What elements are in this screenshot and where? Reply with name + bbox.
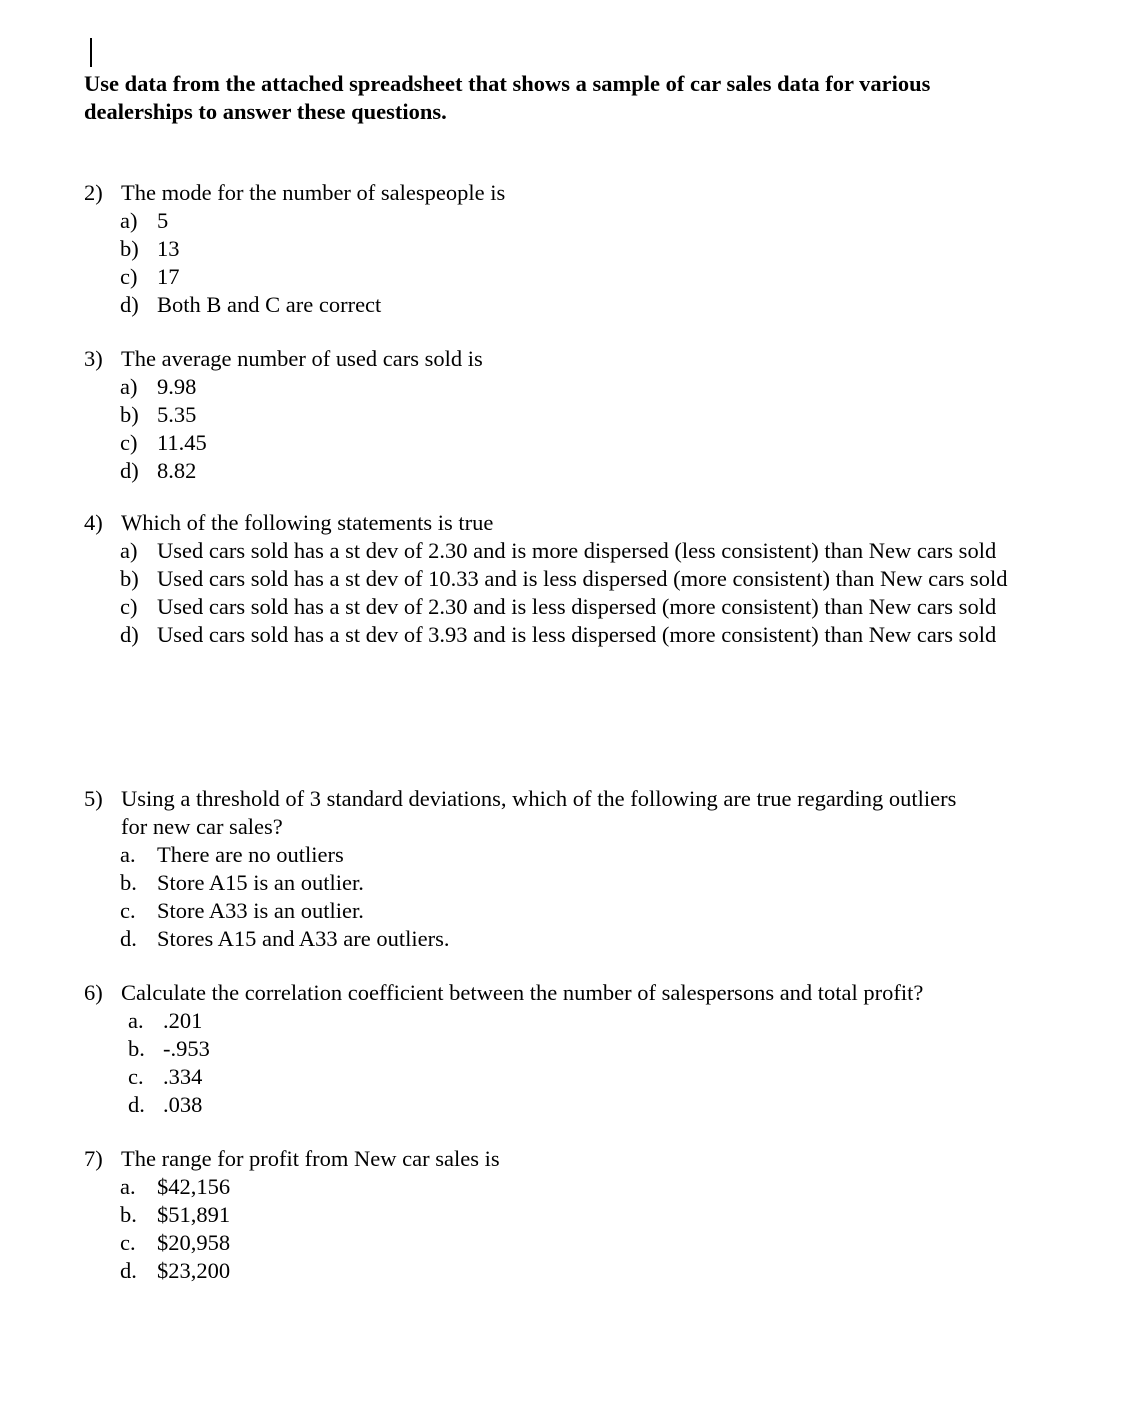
question-4-stem <box>84 509 1084 537</box>
option-text: .201 <box>163 1008 203 1033</box>
option-d <box>84 457 1084 485</box>
option-b <box>84 1201 1084 1229</box>
option-label: c. <box>120 898 136 923</box>
question-3 <box>84 345 1084 485</box>
option-c <box>84 1229 1084 1257</box>
option-label: a) <box>120 374 138 399</box>
option-c <box>84 593 1084 621</box>
option-label: d. <box>128 1092 145 1117</box>
option-label: b. <box>120 870 137 895</box>
question-5-stem-continued <box>84 813 1084 841</box>
option-text: 5 <box>157 208 169 233</box>
option-label: b) <box>120 236 139 261</box>
option-text: .038 <box>163 1092 203 1117</box>
option-text: 5.35 <box>157 402 197 427</box>
question-2 <box>84 179 1084 319</box>
option-label: b. <box>128 1036 145 1061</box>
option-text: 17 <box>157 264 180 289</box>
option-label: d) <box>120 458 139 483</box>
option-label: a) <box>120 538 138 563</box>
question-number: 2) <box>84 180 103 205</box>
option-b <box>84 1035 1084 1063</box>
option-label: a. <box>128 1008 144 1033</box>
option-text: There are no outliers <box>157 842 344 867</box>
option-b <box>84 401 1084 429</box>
option-text: Stores A15 and A33 are outliers. <box>157 926 450 951</box>
option-d <box>84 1091 1084 1119</box>
question-3-stem <box>84 345 1084 373</box>
question-number: 5) <box>84 786 103 811</box>
option-c <box>84 897 1084 925</box>
option-a <box>84 373 1084 401</box>
question-6-stem <box>84 979 1084 1007</box>
question-text: The average number of used cars sold is <box>121 346 483 371</box>
option-text: $20,958 <box>157 1230 231 1255</box>
question-2-stem <box>84 179 1084 207</box>
option-label: d. <box>120 926 137 951</box>
option-text: 13 <box>157 236 180 261</box>
option-text: .334 <box>163 1064 203 1089</box>
option-text: 11.45 <box>157 430 207 455</box>
option-b <box>84 869 1084 897</box>
option-text: -.953 <box>163 1036 210 1061</box>
option-text: $23,200 <box>157 1258 231 1283</box>
option-d <box>84 925 1084 953</box>
option-c <box>84 1063 1084 1091</box>
option-d <box>84 291 1084 319</box>
option-a <box>84 1007 1084 1035</box>
question-text: Calculate the correlation coefficient between the number of salespersons and total profit? <box>121 980 924 1005</box>
option-text: Store A15 is an outlier. <box>157 870 364 895</box>
option-d <box>84 1257 1084 1285</box>
option-label: b. <box>120 1202 137 1227</box>
question-7 <box>84 1145 1084 1285</box>
option-text: 8.82 <box>157 458 197 483</box>
option-label: c. <box>120 1230 136 1255</box>
option-text: Used cars sold has a st dev of 3.93 and is less dispersed (more consistent) than New cars sold <box>157 622 997 647</box>
question-number: 7) <box>84 1146 103 1171</box>
option-c <box>84 429 1084 457</box>
option-b <box>84 565 1084 593</box>
question-number: 3) <box>84 346 103 371</box>
option-a <box>84 537 1084 565</box>
question-text: The range for profit from New car sales is <box>121 1146 500 1171</box>
option-a <box>84 1173 1084 1201</box>
option-text: Used cars sold has a st dev of 10.33 and is less dispersed (more consistent) than New cars sold <box>157 566 1008 591</box>
question-text: Which of the following statements is true <box>121 510 494 535</box>
option-label: c) <box>120 430 138 455</box>
option-label: a) <box>120 208 138 233</box>
option-text: $51,891 <box>157 1202 231 1227</box>
question-7-stem <box>84 1145 1084 1173</box>
option-a <box>84 207 1084 235</box>
option-label: d) <box>120 292 139 317</box>
question-text: Using a threshold of 3 standard deviations, which of the following are true regarding outliers <box>121 786 957 811</box>
option-label: c) <box>120 594 138 619</box>
option-d <box>84 621 1084 649</box>
option-label: c. <box>128 1064 144 1089</box>
option-label: d. <box>120 1258 137 1283</box>
question-number: 4) <box>84 510 103 535</box>
option-text: 9.98 <box>157 374 197 399</box>
option-text: Store A33 is an outlier. <box>157 898 364 923</box>
option-label: a. <box>120 1174 136 1199</box>
question-text: The mode for the number of salespeople is <box>121 180 506 205</box>
question-text: for new car sales? <box>121 814 283 839</box>
option-label: c) <box>120 264 138 289</box>
option-label: b) <box>120 566 139 591</box>
instructions-heading: Use data from the attached spreadsheet that shows a sample of car sales data for various dealerships to answer these questions. <box>84 71 931 124</box>
text-cursor <box>90 38 92 67</box>
option-b <box>84 235 1084 263</box>
question-5 <box>84 785 1084 953</box>
question-5-stem <box>84 785 1084 813</box>
option-text: $42,156 <box>157 1174 231 1199</box>
option-a <box>84 841 1084 869</box>
option-c <box>84 263 1084 291</box>
option-text: Used cars sold has a st dev of 2.30 and is more dispersed (less consistent) than New cars sold <box>157 538 997 563</box>
option-label: a. <box>120 842 136 867</box>
option-text: Used cars sold has a st dev of 2.30 and is less dispersed (more consistent) than New cars sold <box>157 594 997 619</box>
option-text: Both B and C are correct <box>157 292 382 317</box>
question-6 <box>84 979 1084 1119</box>
option-label: b) <box>120 402 139 427</box>
question-4 <box>84 509 1084 649</box>
question-number: 6) <box>84 980 103 1005</box>
option-label: d) <box>120 622 139 647</box>
